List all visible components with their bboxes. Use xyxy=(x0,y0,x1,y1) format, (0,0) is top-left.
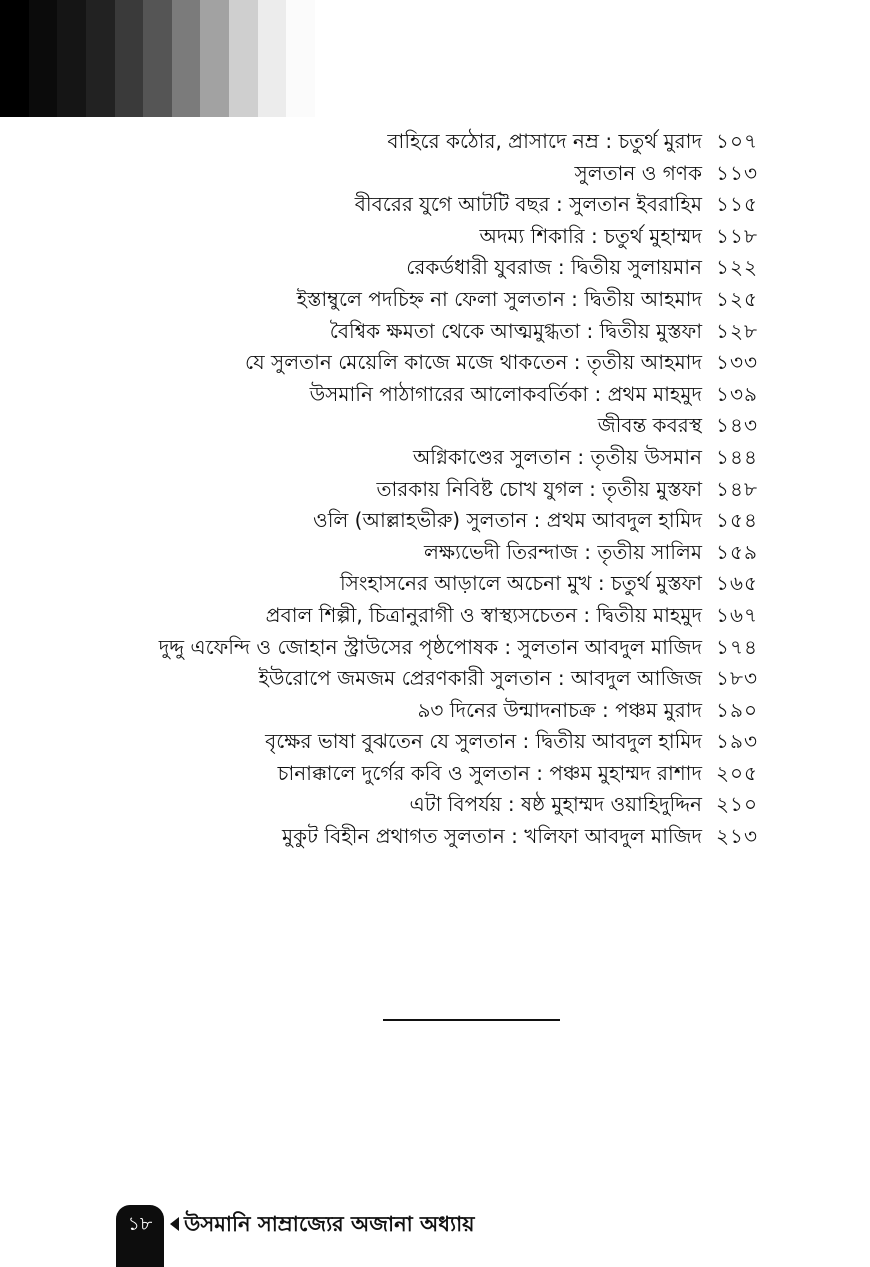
toc-entry-page: ১২২ xyxy=(716,255,758,280)
arrow-left-icon xyxy=(170,1217,179,1231)
gray-swatch xyxy=(229,0,258,117)
page-number: ১৮ xyxy=(116,1205,164,1267)
toc-entry-title: সিংহাসনের আড়ালে অচেনা মুখ : চতুর্থ মুস্তফা xyxy=(339,571,702,596)
toc-entry-page: ১৫৯ xyxy=(716,539,758,564)
toc-entry xyxy=(0,189,870,221)
toc-entry-title: ৯৩ দিনের উন্মাদনাচক্র : পঞ্চম মুরাদ xyxy=(417,697,702,722)
toc-entry-title: চানাক্কালে দুর্গের কবি ও সুলতান : পঞ্চম মুহাম্মদ রাশাদ xyxy=(277,760,702,785)
toc-entry-page: ১৪৮ xyxy=(716,476,758,501)
toc-entry-title: অদম্য শিকারি : চতুর্থ মুহাম্মদ xyxy=(479,223,702,248)
toc-entry xyxy=(0,568,870,600)
gray-swatch xyxy=(286,0,315,117)
toc-entry-page: ১০৭ xyxy=(716,129,758,153)
toc-entry-title: বীবরের যুগে আটটি বছর : সুলতান ইবরাহিম xyxy=(354,192,702,217)
toc-entry-title: মুকুট বিহীন প্রথাগত সুলতান : খলিফা আবদুল মাজিদ xyxy=(282,824,702,849)
toc-entry-title: তারকায় নিবিষ্ট চোখ যুগল : তৃতীয় মুস্তফা xyxy=(376,476,702,501)
toc-entry-page: ১১৮ xyxy=(716,223,758,248)
toc-entry-page: ২১৩ xyxy=(716,824,758,849)
toc-entry xyxy=(0,663,870,695)
toc-entry xyxy=(0,505,870,537)
toc-entry-title: বৃক্ষের ভাষা বুঝতেন যে সুলতান : দ্বিতীয় আবদুল হামিদ xyxy=(265,729,702,754)
toc-entry-title: দুদ্দু এফেন্দি ও জোহান স্ট্রাউসের পৃষ্ঠপোষক : সুলতান আবদুল মাজিদ xyxy=(158,634,702,659)
gray-swatch xyxy=(143,0,172,117)
divider-line xyxy=(383,1019,560,1021)
toc-entry-page: ১৪৪ xyxy=(716,444,758,469)
gray-swatch xyxy=(57,0,86,117)
toc-entry xyxy=(0,221,870,253)
toc-entry-title: ইউরোপে জমজম প্রেরণকারী সুলতান : আবদুল আজিজ xyxy=(258,666,702,691)
toc-entry xyxy=(0,600,870,632)
gray-swatch xyxy=(172,0,201,117)
toc-entry-title: বাহিরে কঠোর, প্রাসাদে নম্র : চতুর্থ মুরাদ xyxy=(387,129,702,153)
toc-entry-page: ১২৮ xyxy=(716,318,758,343)
toc-entry xyxy=(0,347,870,379)
toc-entry-page: ১২৫ xyxy=(716,286,758,311)
toc-entry-title: প্রবাল শিল্পী, চিত্রানুরাগী ও স্বাস্থ্যসচেতন : দ্বিতীয় মাহমুদ xyxy=(265,602,702,627)
toc-entry-page: ২০৫ xyxy=(716,760,758,785)
book-title: উসমানি সাম্রাজ্যের অজানা অধ্যায় xyxy=(184,1212,475,1236)
toc-entry xyxy=(0,726,870,758)
toc-entry xyxy=(0,474,870,506)
toc-entry-page: ১১৫ xyxy=(716,192,758,217)
toc-entry-page: ১৩৩ xyxy=(716,350,758,375)
toc-entry-title: ইস্তাম্বুলে পদচিহ্ন না ফেলা সুলতান : দ্বিতীয় আহমাদ xyxy=(296,286,702,311)
toc-entry-page: ১৩৯ xyxy=(716,381,758,406)
toc-entry xyxy=(0,284,870,316)
toc-entry-page: ১৬৭ xyxy=(716,602,758,627)
toc-entry-page: ১৮৩ xyxy=(716,666,758,691)
grayscale-calibration-bar xyxy=(0,0,315,117)
toc-entry-page: ১৫৪ xyxy=(716,508,758,533)
toc-entry-title: অগ্নিকাণ্ডের সুলতান : তৃতীয় উসমান xyxy=(412,444,702,469)
toc-entry-page: ১১৩ xyxy=(716,160,758,185)
gray-swatch xyxy=(29,0,58,117)
toc-entry xyxy=(0,126,870,158)
toc-entry xyxy=(0,537,870,569)
toc-entry xyxy=(0,821,870,853)
toc-entry xyxy=(0,252,870,284)
gray-swatch xyxy=(0,0,29,117)
toc-entry-page: ১৬৫ xyxy=(716,571,758,596)
toc-entry xyxy=(0,789,870,821)
toc-entry xyxy=(0,632,870,664)
page-footer xyxy=(0,1205,870,1267)
toc-entry xyxy=(0,158,870,190)
toc-entry-title: উসমানি পাঠাগারের আলোকবর্তিকা : প্রথম মাহমুদ xyxy=(309,381,702,406)
toc-entry-title: বৈশ্বিক ক্ষমতা থেকে আত্মমুগ্ধতা : দ্বিতীয় মুস্তফা xyxy=(329,318,702,343)
toc-entry-title: সুলতান ও গণক xyxy=(574,160,702,185)
toc-entry-title: লক্ষ্যভেদী তিরন্দাজ : তৃতীয় সালিম xyxy=(424,539,702,564)
gray-swatch xyxy=(200,0,229,117)
toc-entry-page: ১৪৩ xyxy=(716,413,758,438)
toc-entry-title: এটা বিপর্যয় : ষষ্ঠ মুহাম্মদ ওয়াহিদুদ্দিন xyxy=(409,792,702,817)
toc-entry xyxy=(0,758,870,790)
toc-entry-title: জীবন্ত কবরস্থ xyxy=(597,413,702,438)
toc-entry-title: যে সুলতান মেয়েলি কাজে মজে থাকতেন : তৃতীয় আহমাদ xyxy=(244,350,702,375)
gray-swatch xyxy=(86,0,115,117)
toc-entry-page: ২১০ xyxy=(716,792,758,817)
toc-entry-page: ১৯০ xyxy=(716,697,758,722)
gray-swatch xyxy=(258,0,287,117)
toc-entry-title: রেকর্ডধারী যুবরাজ : দ্বিতীয় সুলায়মান xyxy=(406,255,702,280)
toc-entry xyxy=(0,379,870,411)
toc-entry-page: ১৭৪ xyxy=(716,634,758,659)
table-of-contents xyxy=(0,126,870,853)
toc-entry xyxy=(0,410,870,442)
toc-entry xyxy=(0,316,870,348)
toc-entry xyxy=(0,695,870,727)
toc-entry xyxy=(0,442,870,474)
gray-swatch xyxy=(115,0,144,117)
toc-entry-title: ওলি (আল্লাহভীরু) সুলতান : প্রথম আবদুল হামিদ xyxy=(312,508,702,533)
toc-entry-page: ১৯৩ xyxy=(716,729,758,754)
